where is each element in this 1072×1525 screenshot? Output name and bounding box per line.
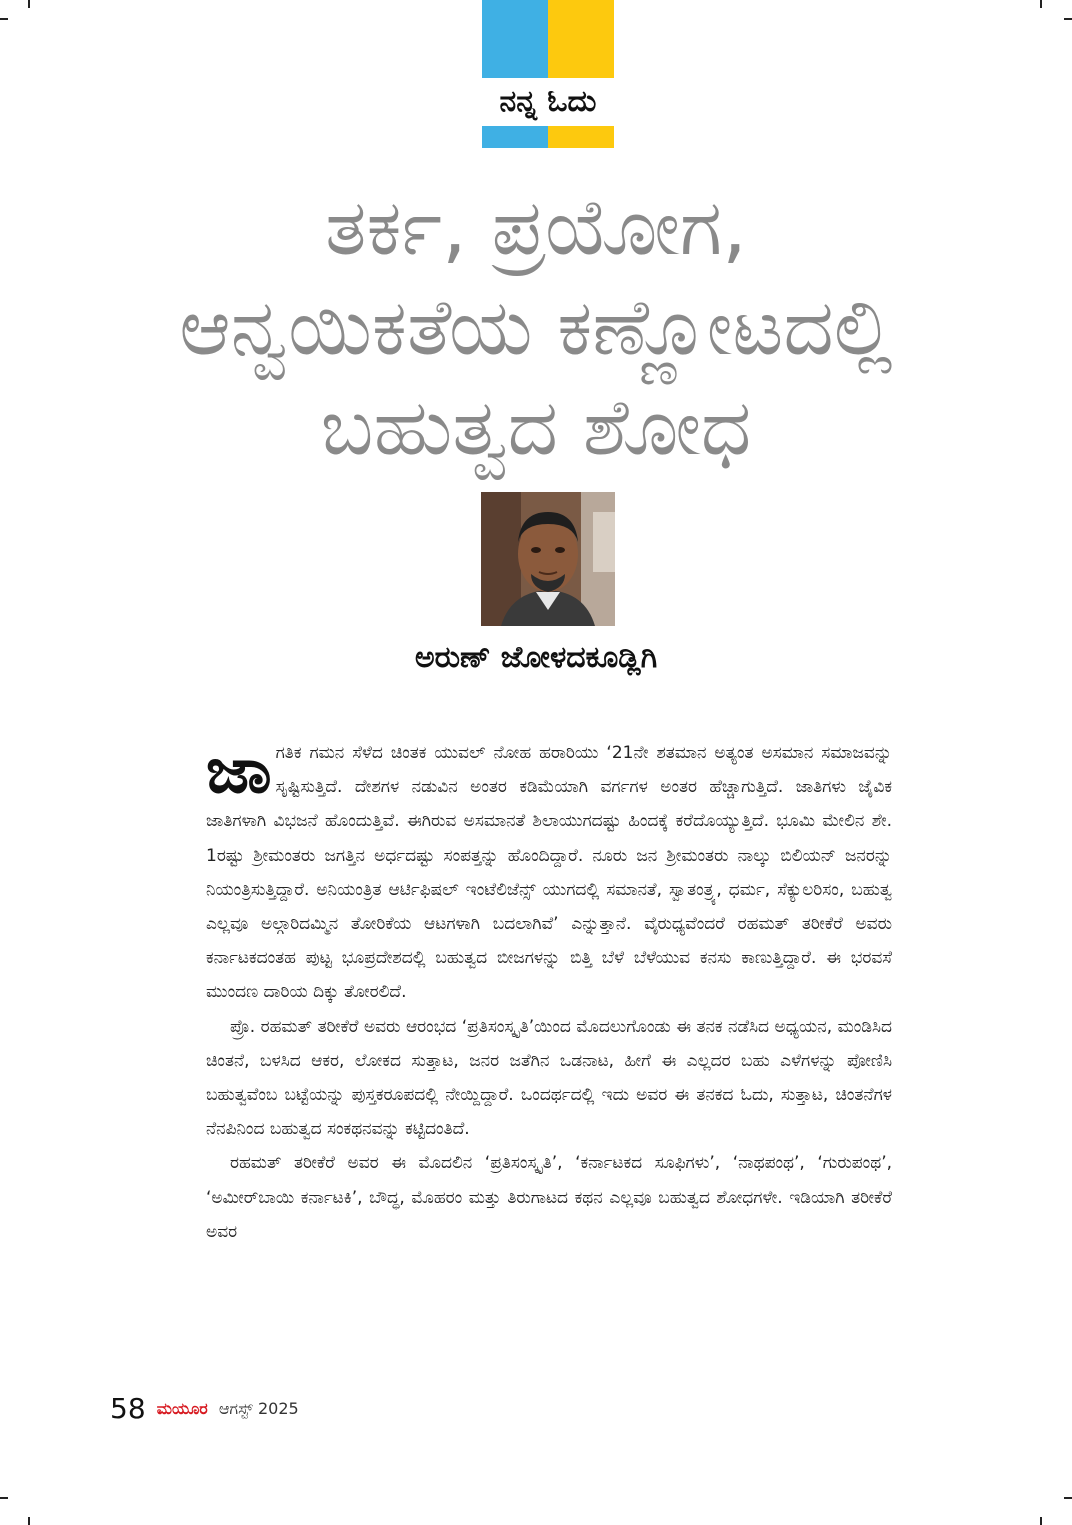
section-logo bbox=[482, 0, 614, 148]
author-byline: ಅರುಣ್ ಜೋಳದಕೂಡ್ಲಿಗಿ bbox=[414, 640, 658, 675]
headline-line-3: ಬಹುತ್ವದ ಶೋಧ bbox=[320, 383, 752, 473]
crop-mark bbox=[1064, 18, 1072, 20]
headline-line-1: ತರ್ಕ, ಪ್ರಯೋಗ, bbox=[325, 183, 747, 273]
headline-line-2: ಆನ್ವಯಿಕತೆಯ ಕಣ್ಣೋಟದಲ್ಲಿ bbox=[179, 283, 893, 373]
author-portrait-illustration bbox=[481, 492, 615, 626]
crop-mark bbox=[0, 1497, 8, 1499]
article-paragraph-1 bbox=[206, 736, 892, 1010]
headline bbox=[60, 178, 1012, 478]
page-number: 58 bbox=[110, 1392, 146, 1425]
page-footer bbox=[110, 1392, 299, 1432]
magazine-name: ಮಯೂರ bbox=[156, 1398, 208, 1418]
article-paragraph-2: ಪ್ರೊ. ರಹಮತ್ ತರೀಕೆರೆ ಅವರು ಆರಂಭದ ‘ಪ್ರತಿಸಂಸ್ಕೃತಿ’ಯಿಂದ ಮೊದಲುಗೊಂಡು ಈ ತನಕ ನಡೆಸಿದ ಅಧ್ಯಯನ, ಮಂಡಿಸಿದ ಚಿಂತನೆ, ಬಳಸಿದ ಆಕರ, ಲೋಕದ ಸುತ್ತಾಟ, ಜನರ ಜತೆಗಿನ ಒಡನಾಟ, ಹೀಗೆ ಈ ಎಲ್ಲದರ ಬಹು ಎಳೆಗಳನ್ನು ಪೋಣಿಸಿ ಬಹುತ್ವವೆಂಬ ಬಟ್ಟೆಯನ್ನು ಪುಸ್ತಕರೂಪದಲ್ಲಿ ನೇಯ್ದಿದ್ದಾರೆ. ಒಂದರ್ಥದಲ್ಲಿ ಇದು ಅವರ ಈ ತನಕದ ಓದು, ಸುತ್ತಾಟ, ಚಿಂತನೆಗಳ ನೆನಪಿನಿಂದ ಬಹುತ್ವದ ಸಂಕಥನವನ್ನು ಕಟ್ಟಿದಂತಿದೆ. bbox=[206, 1016, 892, 1140]
crop-mark bbox=[1040, 1517, 1042, 1525]
paragraph-1-text: ಗತಿಕ ಗಮನ ಸೆಳೆದ ಚಿಂತಕ ಯುವಲ್ ನೋಹ ಹರಾರಿಯು ‘21ನೇ ಶತಮಾನ ಅತ್ಯಂತ ಅಸಮಾನ ಸಮಾಜವನ್ನು ಸೃಷ್ಟಿಸುತ್ತಿದೆ. ದೇಶಗಳ ನಡುವಿನ ಅಂತರ ಕಡಿಮೆಯಾಗಿ ವರ್ಗಗಳ ಅಂತರ ಹೆಚ್ಚಾಗುತ್ತಿದೆ. ಜಾತಿಗಳು ಜೈವಿಕ ಜಾತಿಗಳಾಗಿ ವಿಭಜನೆ ಹೊಂದುತ್ತಿವೆ. ಈಗಿರುವ ಅಸಮಾನತೆ ಶಿಲಾಯುಗದಷ್ಟು ಹಿಂದಕ್ಕೆ ಕರೆದೊಯ್ಯುತ್ತಿದೆ. ಭೂಮಿ ಮೇಲಿನ ಶೇ. 1ರಷ್ಟು ಶ್ರೀಮಂತರು ಜಗತ್ತಿನ ಅರ್ಧದಷ್ಟು ಸಂಪತ್ತನ್ನು ಹೊಂದಿದ್ದಾರೆ. ನೂರು ಜನ ಶ್ರೀಮಂತರು ನಾಲ್ಕು ಬಿಲಿಯನ್ ಜನರನ್ನು ನಿಯಂತ್ರಿಸುತ್ತಿದ್ದಾರೆ. ಅನಿಯಂತ್ರಿತ ಆರ್ಟಿಫಿಷಲ್ ಇಂಟೆಲಿಜೆನ್ಸ್ ಯುಗದಲ್ಲಿ ಸಮಾನತೆ, ಸ್ವಾತಂತ್ರ್ಯ, ಧರ್ಮ, ಸೆಕ್ಯುಲರಿಸಂ, ಬಹುತ್ವ ಎಲ್ಲವೂ ಅಲ್ಗಾರಿದಮ್ಮಿನ ತೋರಿಕೆಯ ಆಟಗಳಾಗಿ ಬದಲಾಗಿವೆ’ ಎನ್ನುತ್ತಾನೆ. ವೈರುಧ್ಯವೆಂದರೆ ರಹಮತ್ ತರೀಕೆರೆ ಅವರು ಕರ್ನಾಟಕದಂತಹ ಪುಟ್ಟ ಭೂಪ್ರದೇಶದಲ್ಲಿ ಬಹುತ್ವದ ಬೀಜಗಳನ್ನು ಬಿತ್ತಿ ಬೆಳೆ ಬೆಳೆಯುವ ಕನಸು ಕಾಣುತ್ತಿದ್ದಾರೆ. ಈ ಭರವಸೆ ಮುಂದಣ ದಾರಿಯ ದಿಕ್ಕು ತೋರಲಿದೆ. bbox=[206, 743, 892, 1003]
crop-mark bbox=[28, 1517, 30, 1525]
drop-cap: ಜಾ bbox=[206, 734, 272, 808]
article-paragraph-3: ರಹಮತ್ ತರೀಕೆರೆ ಅವರ ಈ ಮೊದಲಿನ ‘ಪ್ರತಿಸಂಸ್ಕೃತಿ’, ‘ಕರ್ನಾಟಕದ ಸೂಫಿಗಳು’, ‘ನಾಥಪಂಥ’, ‘ಗುರುಪಂಥ’, ‘ಅಮೀರ್‌ಬಾಯಿ ಕರ್ನಾಟಕಿ’, ಬೌದ್ಧ, ಮೊಹರಂ ಮತ್ತು ತಿರುಗಾಟದ ಕಥನ ಎಲ್ಲವೂ ಬಹುತ್ವದ ಶೋಧಗಳೇ. ಇಡಿಯಾಗಿ ತರೀಕೆರೆ ಅವರ bbox=[206, 1153, 892, 1242]
issue-date: ಆಗಸ್ಟ್ 2025 bbox=[218, 1398, 299, 1418]
crop-mark bbox=[28, 0, 30, 8]
article-body bbox=[206, 736, 892, 1249]
section-label: ನನ್ನ ಓದು bbox=[499, 84, 597, 119]
crop-mark bbox=[1040, 0, 1042, 8]
crop-mark bbox=[1064, 1497, 1072, 1499]
crop-mark bbox=[0, 18, 8, 20]
author-photo bbox=[481, 492, 615, 626]
